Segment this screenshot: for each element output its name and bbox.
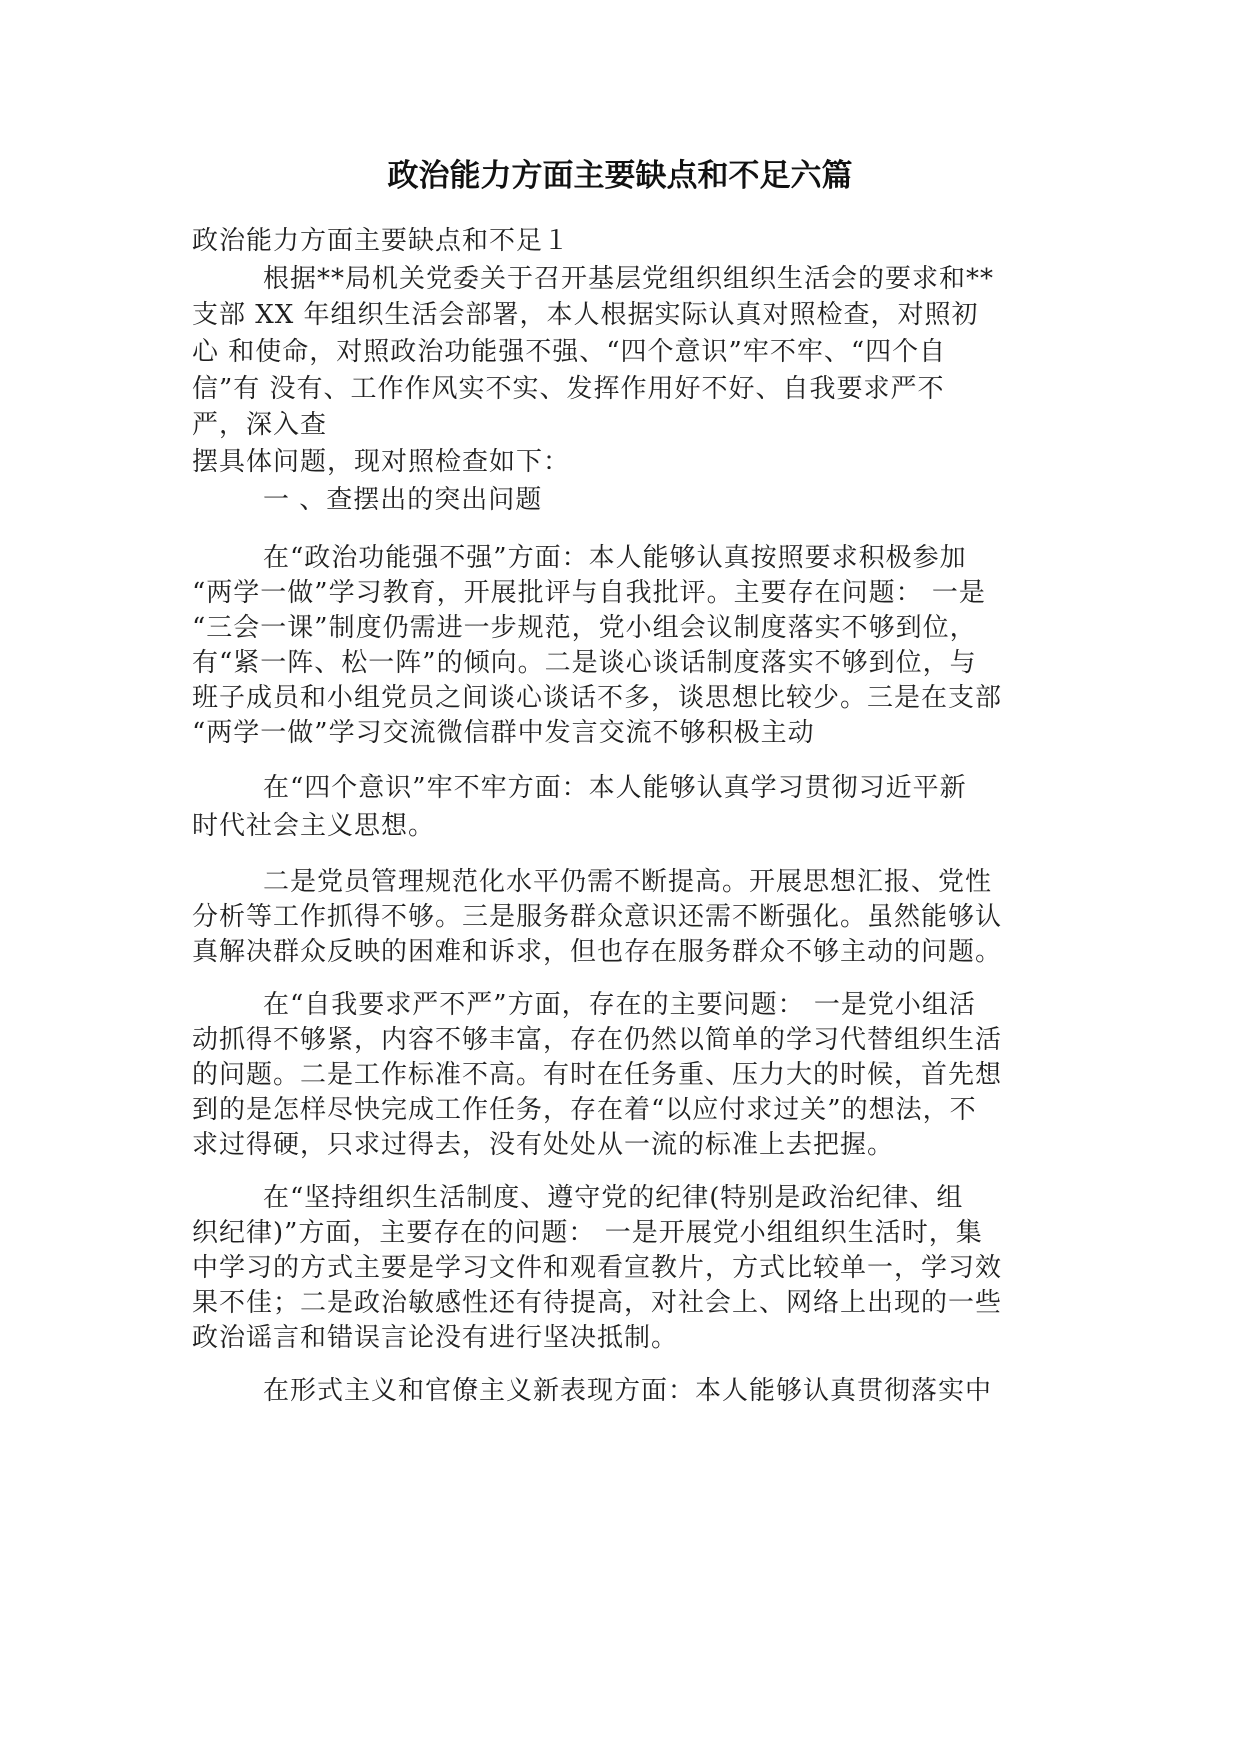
body-line: 严，深入查 (192, 410, 328, 440)
body-line: 根据**局机关党委关于召开基层党组织组织生活会的要求和** (263, 264, 995, 294)
body-line: 班子成员和小组党员之间谈心谈话不多，谈思想比较少。三是在支部 (192, 683, 1003, 713)
body-line: 二是党员管理规范化水平仍需不断提高。开展思想汇报、党性 (263, 867, 993, 897)
body-line: 心 和使命，对照政治功能强不强、“四个意识”牢不牢、“四个自 (192, 337, 947, 367)
body-line: “两学一做”学习教育，开展批评与自我批评。主要存在问题： 一是 (192, 578, 986, 608)
body-line: 求过得硬，只求过得去，没有处处从一流的标准上去把握。 (192, 1130, 895, 1160)
body-line: 时代社会主义思想。 (192, 811, 436, 841)
section-heading: 政治能力方面主要缺点和不足１ (192, 226, 571, 256)
body-line: “两学一做”学习交流微信群中发言交流不够积极主动 (192, 718, 815, 748)
body-line: 在“自我要求严不严”方面，存在的主要问题： 一是党小组活 (263, 990, 976, 1020)
body-line: 在“坚持组织生活制度、遵守党的纪律(特别是政治纪律、组 (263, 1183, 964, 1213)
body-line: 分析等工作抓得不够。三是服务群众意识还需不断强化。虽然能够认 (192, 902, 1003, 932)
body-line: 在“政治功能强不强”方面：本人能够认真按照要求积极参加 (263, 543, 967, 573)
body-line: 真解决群众反映的困难和诉求，但也存在服务群众不够主动的问题。 (192, 937, 1003, 967)
body-line: “三会一课”制度仍需进一步规范，党小组会议制度落实不够到位， (192, 613, 977, 643)
body-line: 支部 XX 年组织生活会部署，本人根据实际认真对照检查，对照初 (192, 300, 979, 330)
body-line: 有“紧一阵、松一阵”的倾向。二是谈心谈话制度落实不够到位，与 (192, 648, 977, 678)
body-line: 果不佳；二是政治敏感性还有待提高，对社会上、网络上出现的一些 (192, 1288, 1003, 1318)
subheading: 一 、查摆出的突出问题 (263, 485, 543, 515)
body-line: 信”有 没有、工作作风实不实、发挥作用好不好、自我要求严不 (192, 374, 945, 404)
body-line: 到的是怎样尽快完成工作任务，存在着“以应付求过关”的想法，不 (192, 1095, 977, 1125)
body-line: 在“四个意识”牢不牢方面：本人能够认真学习贯彻习近平新 (263, 773, 967, 803)
body-line: 中学习的方式主要是学习文件和观看宣教片，方式比较单一，学习效 (192, 1253, 1003, 1283)
document-title: 政治能力方面主要缺点和不足六篇 (387, 158, 853, 194)
body-line: 在形式主义和官僚主义新表现方面：本人能够认真贯彻落实中 (263, 1376, 993, 1406)
body-line: 织纪律)”方面，主要存在的问题： 一是开展党小组组织生活时，集 (192, 1218, 983, 1248)
body-line: 政治谣言和错误言论没有进行坚决抵制。 (192, 1323, 679, 1353)
body-line: 动抓得不够紧，内容不够丰富，存在仍然以简单的学习代替组织生活 (192, 1025, 1003, 1055)
body-line: 的问题。二是工作标准不高。有时在任务重、压力大的时候，首先想 (192, 1060, 1003, 1090)
body-line: 摆具体问题，现对照检查如下： (192, 447, 571, 477)
